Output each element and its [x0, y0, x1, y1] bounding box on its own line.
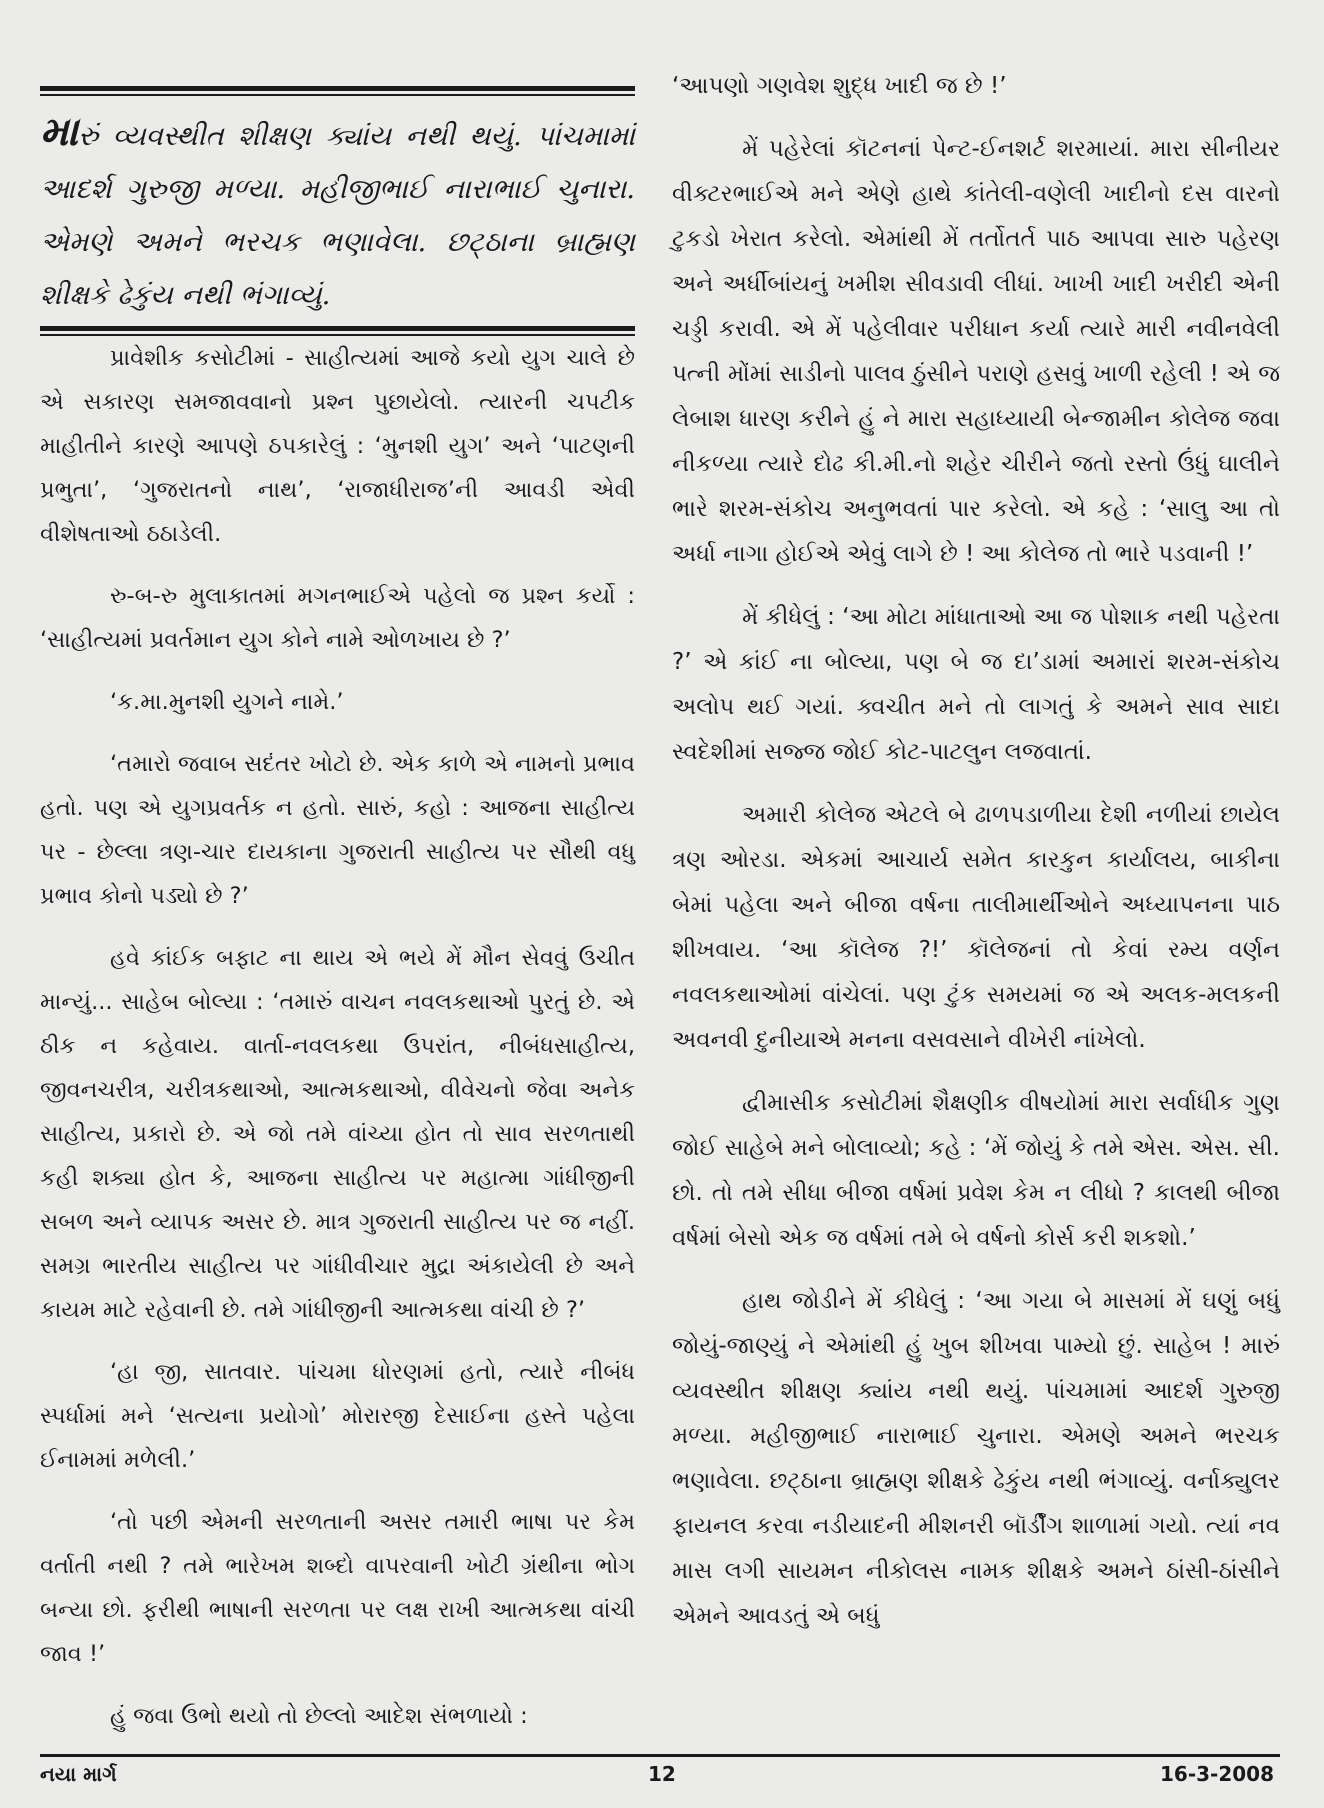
- pullquote-dropword: મા: [40, 108, 79, 155]
- footer-rule: [40, 1754, 1280, 1757]
- pullquote: [40, 105, 635, 322]
- issue-date: 16-3-2008: [1160, 1762, 1275, 1786]
- pullquote-top-rule-thin: [40, 94, 635, 96]
- right-column: [672, 64, 1280, 1639]
- left-paragraph: પ્રાવેશીક કસોટીમાં - સાહીત્યમાં આજે કયો યુગ ચાલે છે એ સકારણ સમજાવવાનો પ્રશ્ન પુછાયેલો. ત્યારની ચપટીક માહીતીને કારણે આપણે ઠપકારેલું : ‘મુનશી યુગ’ અને ‘પાટણની પ્રભુતા’, ‘ગુજરાતનો નાથ’, ‘રાજાધીરાજ’ની આવડી એવી વીશેષતાઓ ઠઠાડેલી.: [40, 345, 635, 547]
- page-number: 12: [648, 1762, 676, 1786]
- right-paragraph: દ્વીમાસીક કસોટીમાં શૈક્ષણીક વીષયોમાં મારા સર્વાધીક ગુણ જોઈ સાહેબે મને બોલાવ્યો; કહે : ‘મેં જોયું કે તમે એસ. એસ. સી. છો. તો તમે સીધા બીજા વર્ષમાં પ્રવેશ કેમ ન લીધો ? કાલથી બીજા વર્ષમાં બેસો એક જ વર્ષમાં તમે બે વર્ષનો કોર્સ કરી શકશો.’: [672, 1090, 1280, 1251]
- left-paragraph: ‘હા જી, સાતવાર. પાંચમા ધોરણમાં હતો, ત્યારે નીબંધ સ્પર્ધામાં મને ‘સત્યના પ્રયોગો’ મોરારજી દેસાઈના હસ્તે પહેલા ઈનામમાં મળેલી.’: [40, 1359, 635, 1473]
- left-paragraph: રુ-બ-રુ મુલાકાતમાં મગનભાઈએ પહેલો જ પ્રશ્ન કર્યો : ‘સાહીત્યમાં પ્રવર્તમાન યુગ કોને નામે ઓળખાય છે ?’: [40, 583, 635, 653]
- right-paragraph: ‘આપણો ગણવેશ શુદ્ધ ખાદી જ છે !’: [672, 73, 1007, 99]
- right-paragraph: મેં પહેરેલાં કૉટનનાં પેન્ટ-ઈનશર્ટ શરમાયાં. મારા સીનીયર વીક્ટરભાઈએ મને એણે હાથે કાંતેલી-વણેલી ખાદીનો દસ વારનો ટુકડો ખેરાત કરેલો. એમાંથી મેં તર્તોતર્ત પાઠ આપવા સારુ પહેરણ અને અર્ધીબાંયનું ખમીશ સીવડાવી લીધાં. ખાખી ખાદી ખરીદી એની ચડ્ડી કરાવી. એ મેં પહેલીવાર પરીધાન કર્યા ત્યારે મારી નવીનવેલી પત્ની મોંમાં સાડીનો પાલવ ઠુંસીને પરાણે હસવું ખાળી રહેલી ! એ જ લેબાશ ધારણ કરીને હું ને મારા સહાધ્યાયી બેન્જામીન કોલેજ જવા નીકળ્યા ત્યારે દોઢ કી.મી.નો શહેર ચીરીને જતો રસ્તો ઉંધું ઘાલીને ભારે શરમ-સંકોચ અનુભવતાં પાર કરેલો. એ કહે : ‘સાલુ આ તો અર્ધા નાગા હોઈએ એવું લાગે છે ! આ કોલેજ તો ભારે પડવાની !’: [672, 136, 1280, 567]
- left-paragraph: હું જવા ઉભો થયો તો છેલ્લો આદેશ સંભળાયો :: [110, 1703, 528, 1729]
- pullquote-text: રું વ્યવસ્થીત શીક્ષણ ક્યાંય નથી થયું. પાંચમામાં આદર્શ ગુરુજી મળ્યા. મહીજીભાઈ નારાભાઈ ચુનારા. એમણે અમને ભરચક ભણાવેલા. છટ્ઠાના બ્રાહ્મણ શીક્ષકે ઢેકુંય નથી ભંગાવ્યું.: [40, 120, 635, 311]
- left-paragraph: ‘તો પછી એમની સરળતાની અસર તમારી ભાષા પર કેમ વર્તાતી નથી ? તમે ભારેખમ શબ્દો વાપરવાની ખોટી ગ્રંથીના ભોગ બન્યા છો. ફરીથી ભાષાની સરળતા પર લક્ષ રાખી આત્મકથા વાંચી જાવ !’: [40, 1509, 635, 1667]
- pullquote-bottom-rule: [40, 326, 635, 331]
- right-paragraph: અમારી કોલેજ એટલે બે ઢાળપડાળીયા દેશી નળીયાં છાયેલ ત્રણ ઓરડા. એકમાં આચાર્ય સમેત કારકુન કાર્યાલય, બાકીના બેમાં પહેલા અને બીજા વર્ષના તાલીમાર્થીઓને અધ્યાપનના પાઠ શીખવાય. ‘આ કૉલેજ ?!’ કૉલેજનાં તો કેવાં રમ્ય વર્ણન નવલકથાઓમાં વાંચેલાં. પણ ટુંક સમયમાં જ એ અલક-મલકની અવનવી દુનીયાએ મનના વસવસાને વીખેરી નાંખેલો.: [672, 802, 1280, 1053]
- right-paragraph: હાથ જોડીને મેં કીધેલું : ‘આ ગયા બે માસમાં મેં ઘણું બધું જોયું-જાણ્યું ને એમાંથી હું ખુબ શીખવા પામ્યો છું. સાહેબ ! મારું વ્યવસ્થીત શીક્ષણ ક્યાંય નથી થયું. પાંચમામાં આદર્શ ગુરુજી મળ્યા. મહીજીભાઈ નારાભાઈ ચુનારા. એમણે અમને ભરચક ભણાવેલા. છટ્ઠાના બ્રાહ્મણ શીક્ષકે ઢેકુંય નથી ભંગાવ્યું. વર્નાક્યુલર ફાયનલ કરવા નડીયાદની મીશનરી બૉર્ડીંગ શાળામાં ગયો. ત્યાં નવ માસ લગી સાયમન નીકોલસ નામક શીક્ષકે અમને ઠાંસી-ઠાંસીને એમને આવડતું એ બધું: [672, 1288, 1280, 1629]
- publication-name: નયા માર્ગ: [40, 1762, 117, 1786]
- left-paragraph: ‘તમારો જવાબ સદંતર ખોટો છે. એક કાળે એ નામનો પ્રભાવ હતો. પણ એ યુગપ્રવર્તક ન હતો. સારું, કહો : આજના સાહીત્ય પર - છેલ્લા ત્રણ-ચાર દાયકાના ગુજરાતી સાહીત્ય પર સૌથી વધુ પ્રભાવ કોનો પડ્યો છે ?’: [40, 751, 635, 909]
- left-paragraph: ‘ક.મા.મુનશી યુગને નામે.’: [110, 689, 344, 715]
- pullquote-top-rule: [40, 86, 635, 91]
- right-paragraph: મેં કીધેલું : ‘આ મોટા માંધાતાઓ આ જ પોશાક નથી પહેરતા ?’ એ કાંઈ ના બોલ્યા, પણ બે જ દા’ડામાં અમારાં શરમ-સંકોચ અલોપ થઈ ગયાં. ક્વચીત મને તો લાગતું કે અમને સાવ સાદા સ્વદેશીમાં સજ્જ જોઈ કોટ-પાટલુન લજવાતાં.: [672, 604, 1280, 765]
- left-column: [40, 336, 635, 1738]
- left-paragraph: હવે કાંઈક બફાટ ના થાય એ ભયે મેં મૌન સેવવું ઉચીત માન્યું... સાહેબ બોલ્યા : ‘તમારું વાચન નવલકથાઓ પુરતું છે. એ ઠીક ન કહેવાય. વાર્તા-નવલકથા ઉપરાંત, નીબંધસાહીત્ય, જીવનચરીત્ર, ચરીત્રકથાઓ, આત્મકથાઓ, વીવેચનો જેવા અનેક સાહીત્ય, પ્રકારો છે. એ જો તમે વાંચ્યા હોત તો સાવ સરળતાથી કહી શક્યા હોત કે, આજના સાહીત્ય પર મહાત્મા ગાંધીજીની સબળ અને વ્યાપક અસર છે. માત્ર ગુજરાતી સાહીત્ય પર જ નહીં. સમગ્ર ભારતીય સાહીત્ય પર ગાંધીવીચાર મુદ્રા અંકાયેલી છે અને કાયમ માટે રહેવાની છે. તમે ગાંધીજીની આત્મકથા વાંચી છે ?’: [40, 945, 635, 1323]
